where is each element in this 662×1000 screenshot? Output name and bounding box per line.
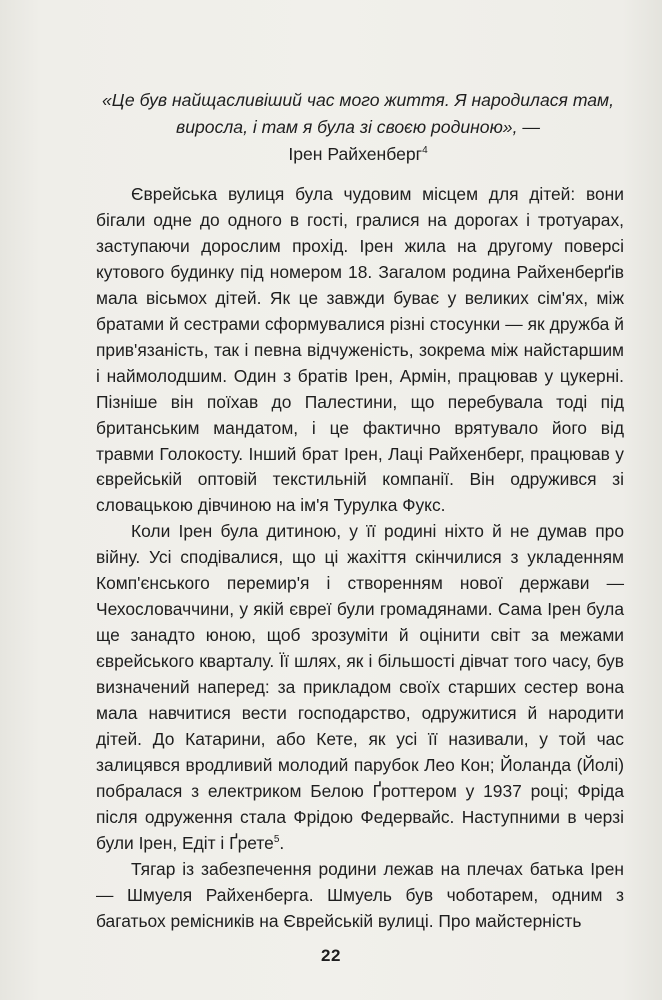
- paragraph-text: Коли Ірен була дитиною, у її родині ніхто й не думав про війну. Усі сподівалися, що ці жахіття скінчилися з укладенням Комп'єнського перемир'я і створенням нової держави — Чехословаччини, у якій євреї були громадянами. Сама Ірен була ще занадто юною, щоб зрозуміти й оцінити світ за межами єврейського кварталу. Її шлях, як і більшості дівчат того часу, був визначений наперед: за прикладом своїх старших сестер вона мала навчитися вести господарство, одружитися й народити дітей. До Катарини, або Кете, як усі її називали, у той час залицявся вродливий молодий парубок Лео Кон; Йоланда (Йолі) побралася з електриком Белою Ґроттером у 1937 році; Фріда після одруження стала Фрідою Федервайс. Наступними в черзі були Ірен, Едіт і Ґрете: [96, 521, 624, 853]
- paragraph-text: Єврейська вулиця була чудовим місцем для дітей: вони бігали одне до одного в гості, гралися на дорогах і тротуарах, заступаючи дорослим прохід. Ірен жила на другому поверсі кутового будинку під номером 18. Загалом родина Райхенберґів мала вісьмох дітей. Як це завжди буває у великих сім'ях, між братами й сестрами сформувалися різні стосунки — як дружба й прив'язаність, так і певна відчуженість, зокрема між найстаршим і наймолодшим. Один з братів Ірен, Армін, працював у цукерні. Пізніше він поїхав до Палестини, що перебувала тоді під британським мандатом, і це фактично врятувало його від травми Голокосту. Інший брат Ірен, Лаці Райхенберг, працював у єврейській оптовій текстильній компанії. Він одружився зі словацькою дівчиною на ім'я Турулка Фукс.: [96, 184, 624, 516]
- body-text: [96, 182, 624, 935]
- paragraph: [96, 182, 624, 519]
- epigraph-author: Ірен Райхенберг: [288, 144, 423, 164]
- paragraph: [96, 857, 624, 935]
- epigraph-quote: «Це був найщасливіший час мого життя. Я народилася там, виросла, і там я була зі своєю родиною», —: [101, 90, 615, 137]
- footnote-ref: 4: [422, 145, 428, 157]
- paragraph: Коли Ірен була дитиною, у її родині ніхто й не думав про війну. Усі сподівалися, що ці жахіття скінчилися з укладенням Комп'єнського перемир'я і створенням нової держави — Чехословаччини, у якій євреї були громадянами. Сама Ірен була ще занадто юною, щоб зрозуміти й оцінити світ за межами єврейського кварталу. Її шлях, як і більшості дівчат того часу, був визначений наперед: за прикладом своїх старших сестер вона мала навчитися вести господарство, одружитися й народити дітей. До Катарини, або Кете, як усі її називали, у той час залицявся вродливий молодий парубок Лео Кон; Йоланда (Йолі) побралася з електриком Белою Ґроттером у 1937 році; Фріда після одруження стала Фрідою Федервайс. Наступними в черзі були Ірен, Едіт і Ґрете$^5$.: [96, 521, 624, 853]
- footnote-ref: 5: [273, 834, 280, 846]
- paragraph-text: Тягар із забезпечення родини лежав на плечах батька Ірен — Шмуеля Райхенберга. Шмуель був чоботарем, одним з багатьох ремісників на Єврейській вулиці. Про майстерність: [96, 858, 624, 931]
- page-number: 22: [321, 946, 341, 965]
- epigraph-author-line: [96, 141, 620, 168]
- epigraph: [96, 87, 620, 168]
